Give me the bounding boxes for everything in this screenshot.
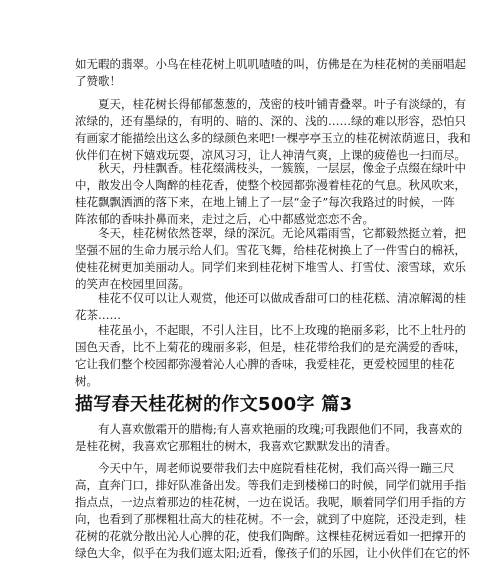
text-line: 有画家才能描绘出这么多的绿颜色来吧!一棵亭亭玉立的桂花树浓荫遮日，我和	[75, 131, 471, 145]
text-line: 冬天，桂花树依然苍翠，绿的深沉。无论风霜雨雪，它都毅然挺立着，把	[75, 226, 466, 240]
section-heading: 描写春天桂花树的作文500字 篇3	[75, 394, 353, 415]
text-line: 桂花飘飘洒洒的落下来，在地上铺上了一层“金子”每次我路过的时候，一阵	[75, 195, 455, 209]
text-line: 了赞歌！	[75, 74, 121, 88]
text-line: 它让我们整个校园都弥漫着沁人心脾的香味，我爱桂花，更爱校园里的桂花	[75, 357, 455, 371]
text-line: 花茶……	[75, 308, 121, 322]
text-line: 秋天，丹桂飘香。桂花缀满枝头，一簇簇，一层层，像金子点缀在绿叶中	[75, 161, 466, 175]
paragraph-winter	[75, 225, 466, 293]
text-line: 阵浓郁的香味扑鼻而来，走过之后，心中都感觉恋恋不舍。	[75, 212, 374, 226]
text-line: 使桂花树更加美丽动人。同学们来到桂花树下堆雪人、打雪仗、滚雪球，欢乐	[75, 260, 466, 274]
text-line: 花树的花就分散出沁人心脾的花，使我们陶醉。这棵桂花树远看如一把撑开的	[75, 529, 466, 543]
text-line: 桂花虽小，不起眼，不引人注目，比不上玫瑰的艳丽多彩，比不上牡丹的	[75, 323, 466, 337]
text-line: 今天中午，周老师说要带我们去中庭院看桂花树，我们高兴得一蹦三尺	[75, 461, 455, 475]
paragraph-summer	[75, 96, 471, 164]
paragraph-essay3-body	[75, 460, 470, 562]
text-line: 夏天，桂花树长得郁郁葱葱的，茂密的枝叶铺青叠翠。叶子有淡绿的，有	[75, 97, 466, 111]
text-line: 国色天香，比不上菊花的瑰丽多彩，但是，桂花带给我们的是充满爱的香味，	[75, 340, 466, 354]
text-line: 坚强不屈的生命力展示给人们。雪花飞舞，给桂花树换上了一件雪白的棉袄，	[75, 243, 466, 257]
text-line: 有人喜欢傲霜开的腊梅;有人喜欢艳丽的玫瑰;可我跟他们不同，我喜欢的	[75, 422, 463, 436]
paragraph-intro-end	[75, 56, 466, 90]
text-line: 高，直奔门口，排好队准备出发。等我们走到楼梯口的时候，同学们就用手指	[75, 478, 466, 492]
text-line: 绿色大伞，似乎在为我们遮太阳;近看，像孩子们的乐园，让小伙伴们在它的怀	[75, 546, 470, 560]
text-line: 向，也看到了那棵粗壮高大的桂花树。不一会，就到了中庭院，还没走到，桂	[75, 512, 466, 526]
paragraph-essay3-intro	[75, 421, 463, 455]
text-line: 树。	[75, 374, 98, 388]
text-line: 桂花不仅可以让人观赏，他还可以做成香甜可口的桂花糕、清凉解渴的桂	[75, 291, 466, 305]
text-line: 中，散发出令人陶醉的桂花香，使整个校园都弥漫着桂花的气息。秋风吹来，	[75, 178, 466, 192]
paragraph-uses	[75, 290, 466, 324]
paragraph-conclusion	[75, 322, 466, 390]
text-line: 是桂花树，我喜欢它那粗壮的树木，我喜欢它默默发出的清香。	[75, 439, 397, 453]
paragraph-autumn	[75, 160, 466, 228]
text-line: 如无暇的翡翠。小鸟在桂花树上叽叽喳喳的叫，仿佛是在为桂花树的美丽唱起	[75, 57, 466, 71]
text-line: 伙伴们在树下嬉戏玩耍，凉风习习，让人神清气爽，上课的疲倦也一扫而尽。	[75, 148, 466, 162]
text-line: 的笑声在校园里回荡。	[75, 277, 190, 291]
text-line: 浓绿的，还有墨绿的，有明的、暗的、深的、浅的……绿的难以形容，恐怕只	[75, 114, 466, 128]
text-line: 指点点，一边点着那边的桂花树，一边在说话。我呢，顺着同学们用手指的方	[75, 495, 466, 509]
